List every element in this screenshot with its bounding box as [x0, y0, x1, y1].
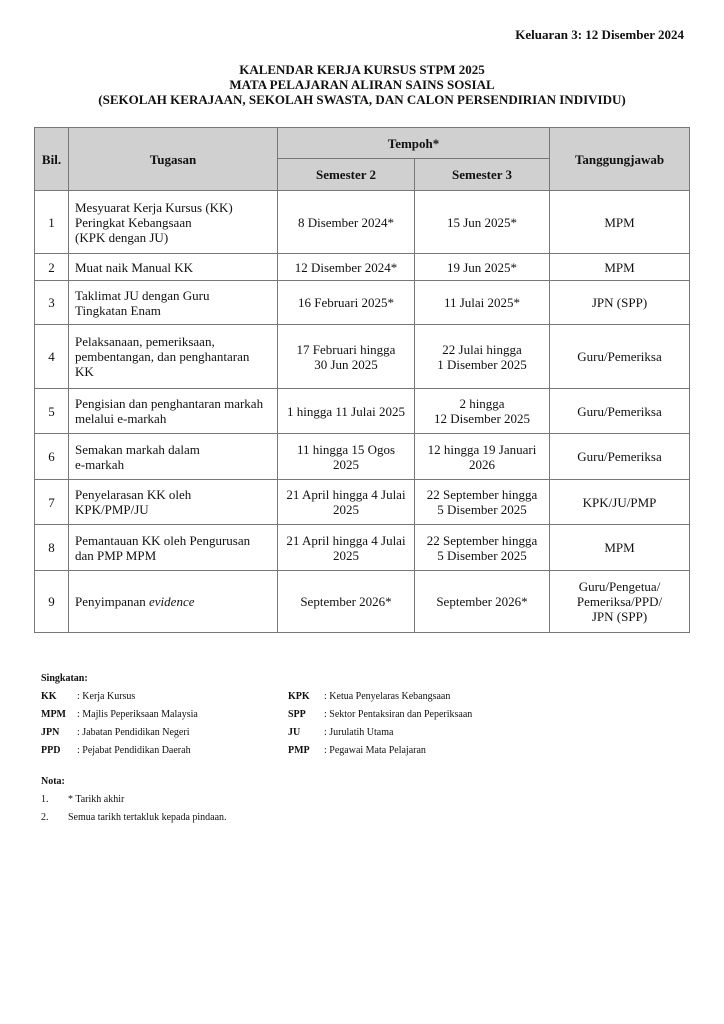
cell-tanggungjawab-line: Guru/Pemeriksa: [577, 403, 662, 419]
cell-tanggungjawab-line: MPM: [604, 540, 635, 555]
cell-bil: 5: [35, 389, 69, 434]
tugasan-line: Tingkatan Enam: [75, 302, 161, 318]
cell-semester-3: [415, 191, 550, 254]
table-row: [35, 480, 690, 525]
cell-tanggungjawab-line: JPN (SPP): [591, 609, 648, 624]
cell-semester-3-line: 11 Julai 2025*: [443, 295, 521, 310]
cell-tanggungjawab: [550, 571, 690, 633]
tugasan-line: Pengisian dan penghantaran markah: [75, 396, 264, 411]
cell-semester-2: [278, 254, 415, 281]
cell-semester-3-line: 5 Disember 2025: [437, 547, 527, 563]
abbreviation-key: SPP: [288, 709, 306, 720]
tugasan-line: [75, 594, 271, 609]
cell-tugasan: [69, 281, 278, 325]
cell-semester-3: [415, 434, 550, 480]
abbreviation-key: KPK: [288, 691, 310, 702]
tugasan-line: KPK/PMP/JU: [75, 502, 149, 517]
cell-tugasan: [69, 191, 278, 254]
tugasan-line: Muat naik Manual KK: [75, 259, 194, 275]
note-item: [41, 791, 227, 809]
abbreviation-key: PMP: [288, 745, 310, 756]
cell-semester-2-line: September 2026*: [300, 594, 392, 609]
note-item: [41, 809, 227, 827]
abbreviation-key: KK: [41, 691, 57, 702]
cell-semester-3-line: 2026: [469, 456, 495, 472]
cell-semester-2-line: 2025: [333, 547, 359, 563]
cell-semester-3-line: 1 Disember 2025: [437, 356, 527, 372]
cell-tanggungjawab: [550, 281, 690, 325]
cell-semester-2: [278, 389, 415, 434]
abbreviation-description: : Sektor Pentaksiran dan Peperiksaan: [324, 709, 473, 720]
cell-semester-2-line: 1 hingga 11 Julai 2025: [287, 403, 405, 419]
cell-tugasan: [69, 571, 278, 633]
tugasan-line: Penyelarasan KK oleh: [75, 487, 192, 502]
cell-tanggungjawab-line: MPM: [604, 259, 635, 275]
table-row: [35, 281, 690, 325]
title-line-2: MATA PELAJARAN ALIRAN SAINS SOSIAL: [229, 77, 495, 92]
abbreviation-item: [288, 706, 548, 724]
table-row: [35, 325, 690, 389]
cell-semester-2-line: 21 April hingga 4 Julai: [286, 532, 406, 548]
header-tempoh: Tempoh*: [278, 128, 550, 159]
tugasan-line: Peringkat Kebangsaan: [75, 214, 192, 230]
cell-semester-2: [278, 325, 415, 389]
cell-semester-2-line: 2025: [333, 502, 359, 517]
cell-semester-3-line: 12 hingga 19 Januari: [427, 441, 537, 457]
note-text: Semua tarikh tertakluk kepada pindaan.: [68, 812, 227, 823]
cell-tugasan: [69, 389, 278, 434]
notes-section: [41, 773, 227, 827]
cell-semester-3-line: September 2026*: [436, 594, 528, 609]
cell-semester-3: [415, 571, 550, 633]
cell-semester-3-line: 22 September hingga: [426, 487, 538, 502]
tugasan-line: Semakan markah dalam: [75, 441, 200, 457]
cell-tanggungjawab: [550, 389, 690, 434]
cell-semester-3: [415, 281, 550, 325]
abbreviation-item: [288, 724, 548, 742]
cell-tugasan: [69, 325, 278, 389]
tugasan-text: Penyimpanan: [75, 594, 150, 609]
table-row: [35, 571, 690, 633]
cell-semester-2: [278, 571, 415, 633]
cell-bil: 4: [35, 325, 69, 389]
abbreviation-description: : Jabatan Pendidikan Negeri: [77, 727, 190, 738]
tugasan-line: Pelaksanaan, pemeriksaan,: [75, 334, 215, 349]
abbreviation-key: PPD: [41, 745, 61, 756]
cell-semester-2: [278, 434, 415, 480]
cell-bil: 9: [35, 571, 69, 633]
cell-semester-3-line: 12 Disember 2025: [433, 411, 531, 426]
notes-list: [41, 791, 227, 827]
abbreviations-section: [41, 670, 548, 760]
cell-tanggungjawab: [550, 191, 690, 254]
cell-tanggungjawab-line: Guru/Pengetua/: [578, 579, 661, 594]
cell-bil: 2: [35, 254, 69, 281]
tugasan-italic-text: evidence: [149, 594, 195, 609]
cell-bil: 3: [35, 281, 69, 325]
abbreviations-list: [41, 688, 548, 760]
table-row: [35, 254, 690, 281]
cell-semester-2-line: 12 Disember 2024*: [294, 259, 398, 275]
document-title: [0, 62, 724, 107]
abbreviation-key: JPN: [41, 727, 60, 738]
cell-semester-3: [415, 325, 550, 389]
cell-tanggungjawab: [550, 325, 690, 389]
cell-bil: 7: [35, 480, 69, 525]
abbreviation-description: : Pegawai Mata Pelajaran: [324, 745, 426, 756]
cell-semester-3: [415, 480, 550, 525]
cell-semester-3-line: 22 Julai hingga: [442, 341, 522, 357]
cell-tugasan: [69, 434, 278, 480]
cell-semester-3: [415, 254, 550, 281]
tugasan-line: Mesyuarat Kerja Kursus (KK): [75, 199, 233, 215]
cell-semester-3-line: 2 hingga: [459, 396, 505, 411]
tugasan-line: Taklimat JU dengan Guru: [75, 287, 210, 303]
cell-semester-3-line: 19 Jun 2025*: [446, 259, 518, 275]
cell-semester-2-line: 11 hingga 15 Ogos: [296, 441, 396, 457]
cell-semester-3: [415, 525, 550, 571]
cell-semester-2: [278, 525, 415, 571]
tugasan-line: e-markah: [75, 456, 125, 472]
abbreviation-description: : Pejabat Pendidikan Daerah: [77, 745, 191, 756]
cell-bil: 6: [35, 434, 69, 480]
cell-tanggungjawab-line: Pemeriksa/PPD/: [576, 594, 663, 609]
cell-semester-2-line: 30 Jun 2025: [314, 356, 378, 372]
header-tugasan: Tugasan: [69, 128, 278, 191]
header-tanggungjawab: Tanggungjawab: [550, 128, 690, 191]
cell-semester-3-line: 5 Disember 2025: [437, 502, 527, 517]
abbreviation-item: [41, 706, 288, 724]
cell-semester-2-line: 16 Februari 2025*: [297, 295, 395, 310]
title-line-1: KALENDAR KERJA KURSUS STPM 2025: [239, 62, 485, 77]
header-semester-3: Semester 3: [415, 159, 550, 191]
cell-tanggungjawab: [550, 480, 690, 525]
table-row: [35, 434, 690, 480]
cell-tanggungjawab: [550, 434, 690, 480]
cell-tanggungjawab: [550, 254, 690, 281]
tugasan-line: (KPK dengan JU): [75, 229, 169, 245]
title-line-3: (SEKOLAH KERAJAAN, SEKOLAH SWASTA, DAN CALON PERSENDIRIAN INDIVIDU): [98, 92, 626, 107]
cell-semester-3-line: 15 Jun 2025*: [446, 214, 518, 230]
cell-semester-2-line: 8 Disember 2024*: [297, 214, 395, 230]
cell-tanggungjawab-line: Guru/Pemeriksa: [577, 349, 662, 364]
coursework-calendar-table: [34, 127, 690, 633]
cell-tanggungjawab-line: Guru/Pemeriksa: [577, 449, 662, 464]
cell-bil: 1: [35, 191, 69, 254]
notes-heading: Nota:: [41, 776, 65, 787]
abbreviation-description: : Kerja Kursus: [77, 691, 136, 702]
cell-semester-2: [278, 191, 415, 254]
abbreviation-item: [288, 742, 548, 760]
abbreviation-item: [41, 724, 288, 742]
cell-tanggungjawab-line: MPM: [604, 214, 635, 230]
cell-tanggungjawab-line: JPN (SPP): [591, 295, 648, 310]
issue-date: Keluaran 3: 12 Disember 2024: [515, 27, 684, 42]
abbreviation-key: JU: [288, 727, 301, 738]
note-number: 1.: [41, 794, 49, 805]
cell-tugasan: [69, 254, 278, 281]
table-body: [35, 191, 690, 633]
table-row: [35, 389, 690, 434]
cell-semester-2: [278, 281, 415, 325]
abbreviations-heading: Singkatan:: [41, 673, 88, 684]
abbreviation-item: [41, 742, 288, 760]
header-semester-2: Semester 2: [278, 159, 415, 191]
note-text: * Tarikh akhir: [68, 794, 125, 805]
cell-tanggungjawab: [550, 525, 690, 571]
cell-tanggungjawab-line: KPK/JU/PMP: [582, 494, 657, 510]
tugasan-line: melalui e-markah: [75, 411, 167, 426]
tugasan-line: dan PMP MPM: [75, 547, 157, 563]
cell-tugasan: [69, 480, 278, 525]
tugasan-line: Pemantauan KK oleh Pengurusan: [75, 532, 251, 548]
cell-bil: 8: [35, 525, 69, 571]
abbreviation-description: : Majlis Peperiksaan Malaysia: [77, 709, 198, 720]
cell-semester-2-line: 21 April hingga 4 Julai: [286, 487, 406, 502]
cell-semester-2-line: 2025: [333, 456, 359, 472]
table-row: [35, 191, 690, 254]
tugasan-line: KK: [75, 364, 94, 379]
note-number: 2.: [41, 812, 49, 823]
abbreviation-description: : Ketua Penyelaras Kebangsaan: [324, 691, 451, 702]
abbreviation-key: MPM: [41, 709, 66, 720]
header-bil: Bil.: [35, 128, 69, 191]
abbreviation-item: [288, 688, 548, 706]
abbreviation-item: [41, 688, 288, 706]
cell-semester-3: [415, 389, 550, 434]
cell-semester-2-line: 17 Februari hingga: [296, 341, 396, 357]
cell-semester-2: [278, 480, 415, 525]
table-row: [35, 525, 690, 571]
tugasan-line: pembentangan, dan penghantaran: [75, 349, 250, 364]
abbreviation-description: : Jurulatih Utama: [324, 727, 394, 738]
cell-tugasan: [69, 525, 278, 571]
cell-semester-3-line: 22 September hingga: [426, 532, 538, 548]
